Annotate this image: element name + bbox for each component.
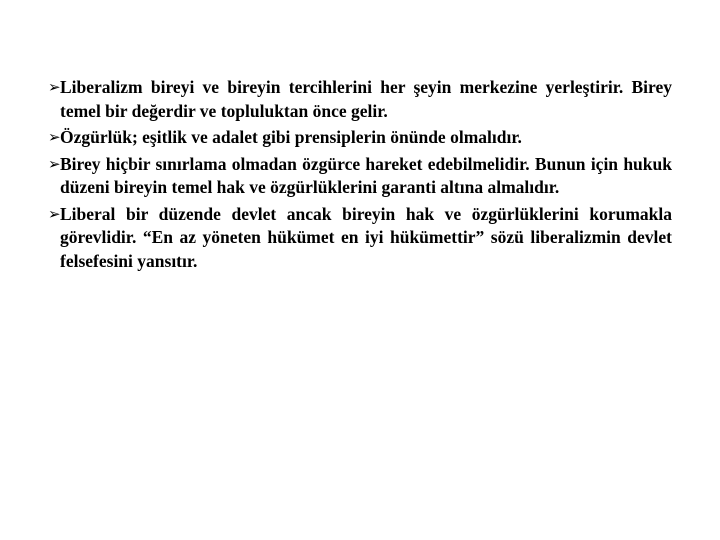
bullet-text: Liberal bir düzende devlet ancak bireyin hak ve özgürlüklerini korumakla görevlidir. “En az yöneten hükümet en iyi hükümettir” sözü liberalizmin devlet felsefesini yansıtır. [60, 203, 672, 271]
bullet-text: Özgürlük; eşitlik ve adalet gibi prensiplerin önünde olmalıdır. [60, 127, 522, 147]
bullet-item [48, 76, 672, 123]
bullet-text: Birey hiçbir sınırlama olmadan özgürce hareket edebilmelidir. Bunun için hukuk düzeni bireyin temel hak ve özgürlüklerini garanti altına almalıdır. [60, 153, 672, 197]
bullet-item [48, 203, 672, 274]
bullet-text: Liberalizm bireyi ve bireyin tercihlerini her şeyin merkezine yerleştirir. Birey temel bir değerdir ve topluluktan önce gelir. [60, 77, 672, 121]
arrowhead-bullet-icon: ➢ [48, 78, 61, 96]
bullet-item [48, 126, 672, 150]
arrowhead-bullet-icon: ➢ [48, 154, 61, 173]
bullet-item [48, 153, 672, 200]
arrowhead-bullet-icon: ➢ [48, 128, 61, 146]
bullet-list [48, 76, 672, 276]
arrowhead-bullet-icon: ➢ [48, 204, 61, 223]
